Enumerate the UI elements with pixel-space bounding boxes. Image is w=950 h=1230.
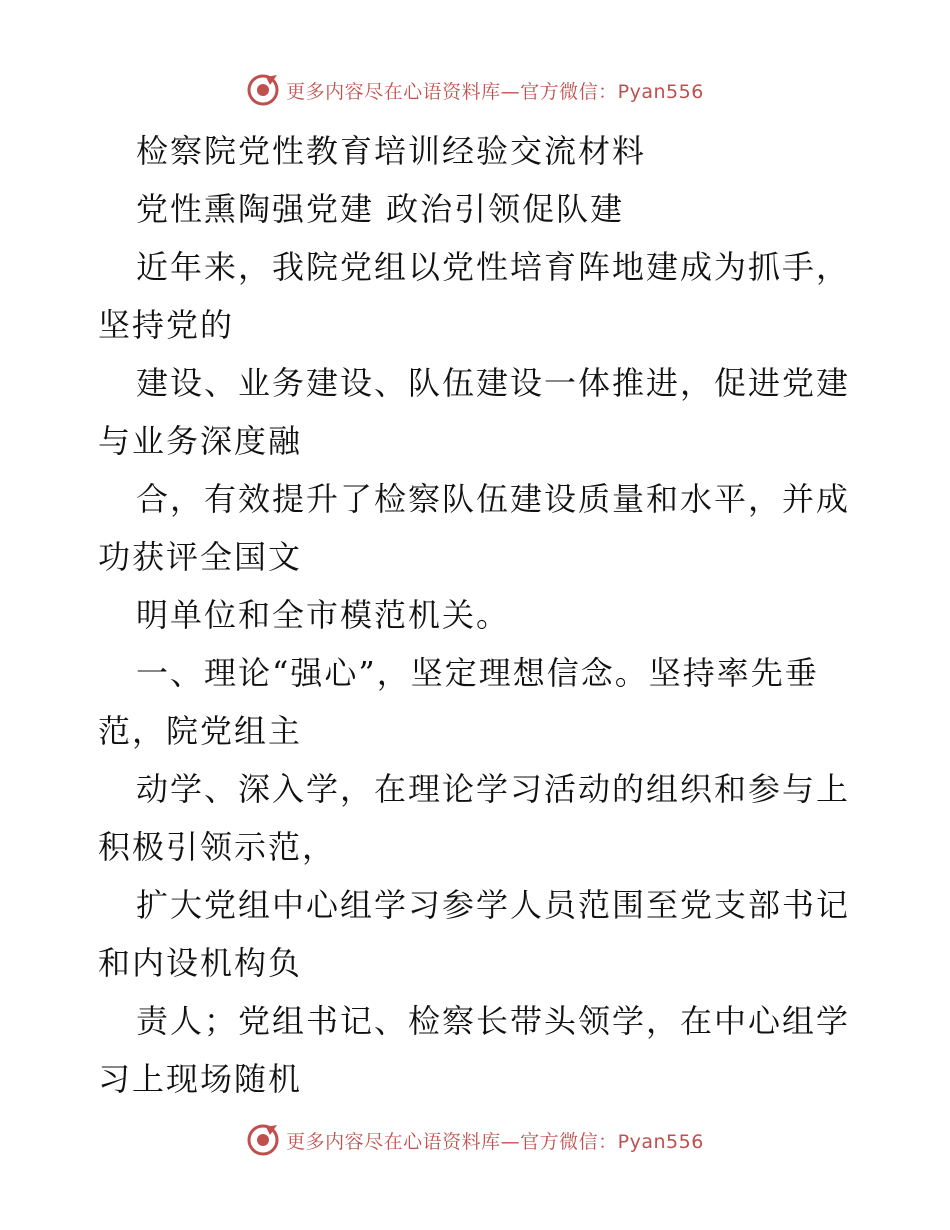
text-line: 习上现场随机 [98, 1060, 303, 1098]
footer-banner [0, 1120, 950, 1160]
document-body [98, 122, 858, 1108]
header-banner [0, 70, 950, 110]
red-circle-logo-icon [246, 73, 280, 107]
text-line: 与业务深度融 [98, 422, 303, 460]
text-line: 坚持党的 [98, 306, 235, 344]
text-line: 责人；党组书记、检察长带头领学，在中心组学 [136, 1002, 851, 1040]
text-line: 范，院党组主 [98, 712, 303, 750]
doc-subtitle: 党性熏陶强党建 政治引领促队建 [136, 190, 625, 228]
banner-text: 更多内容尽在心语资料库—官方微信：Pyan556 [286, 80, 704, 103]
banner-text: 更多内容尽在心语资料库—官方微信：Pyan556 [286, 1130, 704, 1153]
text-line: 明单位和全市模范机关。 [136, 596, 511, 634]
text-line: 合，有效提升了检察队伍建设质量和水平，并成 [136, 480, 851, 518]
text-line: 建设、业务建设、队伍建设一体推进，促进党建 [136, 364, 851, 402]
text-line: 近年来，我院党组以党性培育阵地建成为抓手， [136, 248, 851, 286]
text-line: 扩大党组中心组学习参学人员范围至党支部书记 [136, 886, 851, 924]
text-line: 动学、深入学，在理论学习活动的组织和参与上 [136, 770, 851, 808]
text-line: 功获评全国文 [98, 538, 303, 576]
section-heading-line: 一、理论“强心”，坚定理想信念。坚持率先垂 [136, 654, 819, 692]
text-line: 和内设机构负 [98, 944, 303, 982]
doc-title: 检察院党性教育培训经验交流材料 [136, 132, 647, 170]
red-circle-logo-icon [246, 1123, 280, 1157]
text-line: 积极引领示范， [98, 828, 337, 866]
